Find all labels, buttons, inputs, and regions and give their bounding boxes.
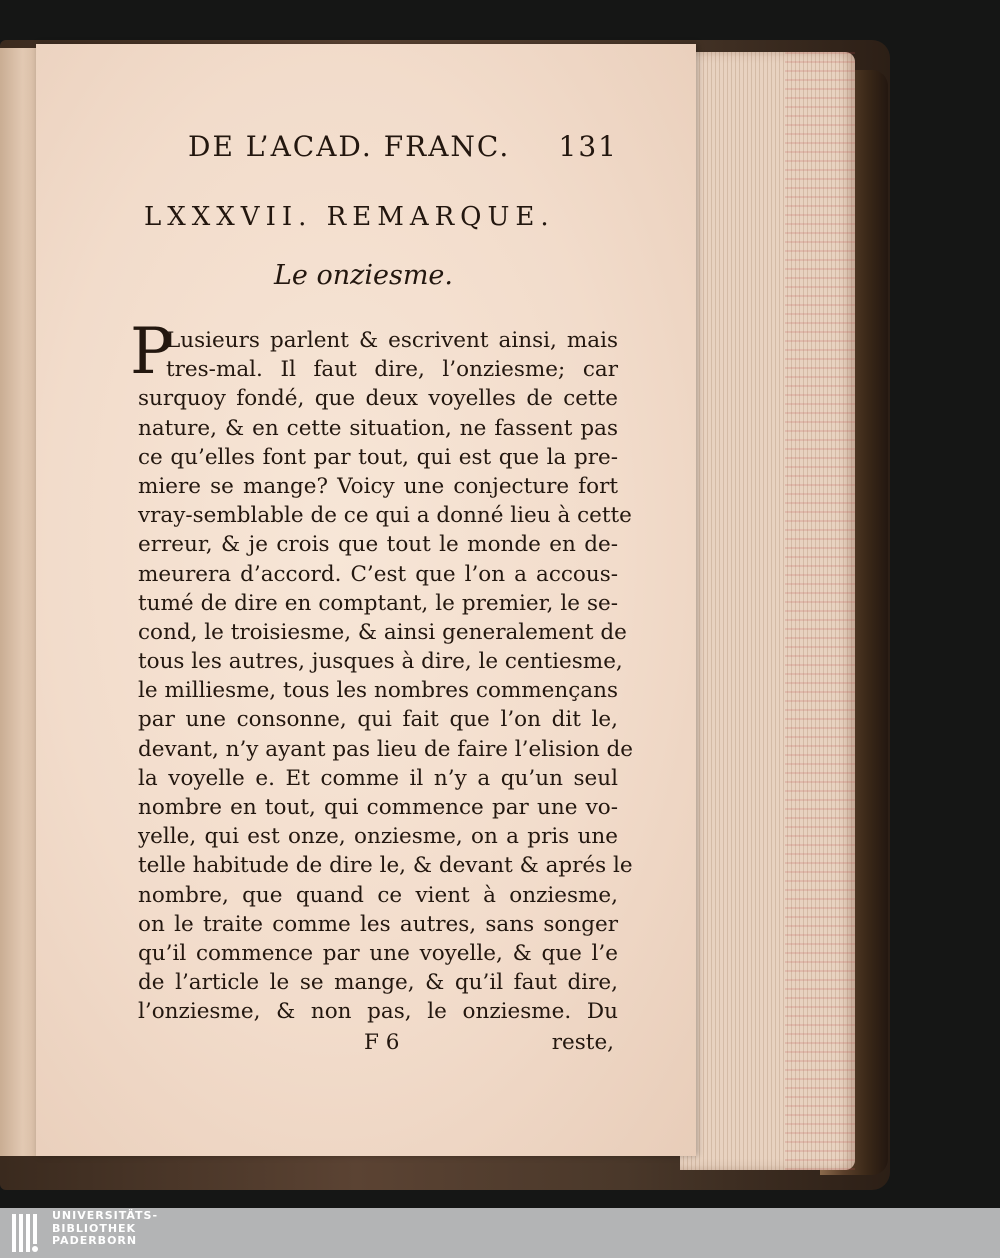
text-line: vray-semblable de ce qui a donné lieu à cette — [138, 503, 632, 529]
logo-line: BIBLIOTHEK — [52, 1221, 137, 1235]
text-line: de l’article le se mange, & qu’il faut dire, — [138, 970, 618, 996]
library-logo-icon — [10, 1212, 40, 1254]
left-page-edge — [0, 48, 39, 1156]
text-line: tous les autres, jusques à dire, le centiesme, — [138, 649, 623, 675]
text-line: surquoy fondé, que deux voyelles de cette — [138, 386, 618, 412]
logo-line: PADERBORN — [52, 1234, 138, 1247]
logo-line: UNIVERSITÄTS- — [52, 1209, 159, 1222]
catchword: reste, — [551, 1030, 614, 1055]
page-number: 131 — [558, 130, 618, 163]
text-line: nature, & en cette situation, ne fassent pas — [138, 415, 618, 441]
text-line: yelle, qui est onze, onziesme, on a pris une — [138, 824, 618, 850]
text-line: tres-mal. Il faut dire, l’onziesme; car — [166, 357, 618, 383]
text-line: par une consonne, qui fait que l’on dit le, — [138, 707, 618, 733]
text-line: l’onziesme, & non pas, le onziesme. Du — [138, 999, 618, 1025]
text-line: erreur, & je crois que tout le monde en de- — [138, 532, 618, 558]
text-line: meurera d’accord. C’est que l’on a accous- — [138, 561, 618, 587]
book-page — [36, 44, 696, 1156]
text-line: devant, n’y ayant pas lieu de faire l’elision de — [138, 736, 633, 762]
text-line: cond, le troisiesme, & ainsi generalement de — [138, 619, 627, 645]
text-line: la voyelle e. Et comme il n’y a qu’un seul — [138, 765, 618, 791]
text-line: miere se mange? Voicy une conjecture fort — [138, 473, 618, 499]
running-head-title: DE L’ACAD. FRANC. — [188, 130, 511, 163]
running-head — [188, 130, 618, 163]
text-line: telle habitude de dire le, & devant & aprés le — [138, 853, 633, 879]
library-logo-text — [52, 1210, 158, 1248]
text-line: le milliesme, tous les nombres commençans — [138, 678, 618, 704]
text-line: Lusieurs parlent & escrivent ainsi, mais — [166, 328, 618, 353]
remark-subtitle: Le onziesme. — [274, 260, 453, 291]
body-text — [130, 315, 633, 1027]
text-line: nombre, que quand ce vient à onziesme, — [138, 882, 618, 908]
remark-title: LXXXVII. REMARQUE. — [144, 202, 555, 232]
text-line: nombre en tout, qui commence par une vo- — [138, 795, 618, 820]
text-line: tumé de dire en comptant, le premier, le se- — [138, 590, 618, 616]
text-line: on le traite comme les autres, sans songer — [138, 911, 618, 937]
text-line: ce qu’elles font par tout, qui est que la pre- — [138, 444, 618, 470]
drop-cap: P — [130, 315, 174, 389]
signature-mark: F 6 — [364, 1030, 400, 1055]
text-line: qu’il commence par une voyelle, & que l’e — [138, 940, 618, 966]
page-edges — [680, 52, 855, 1170]
